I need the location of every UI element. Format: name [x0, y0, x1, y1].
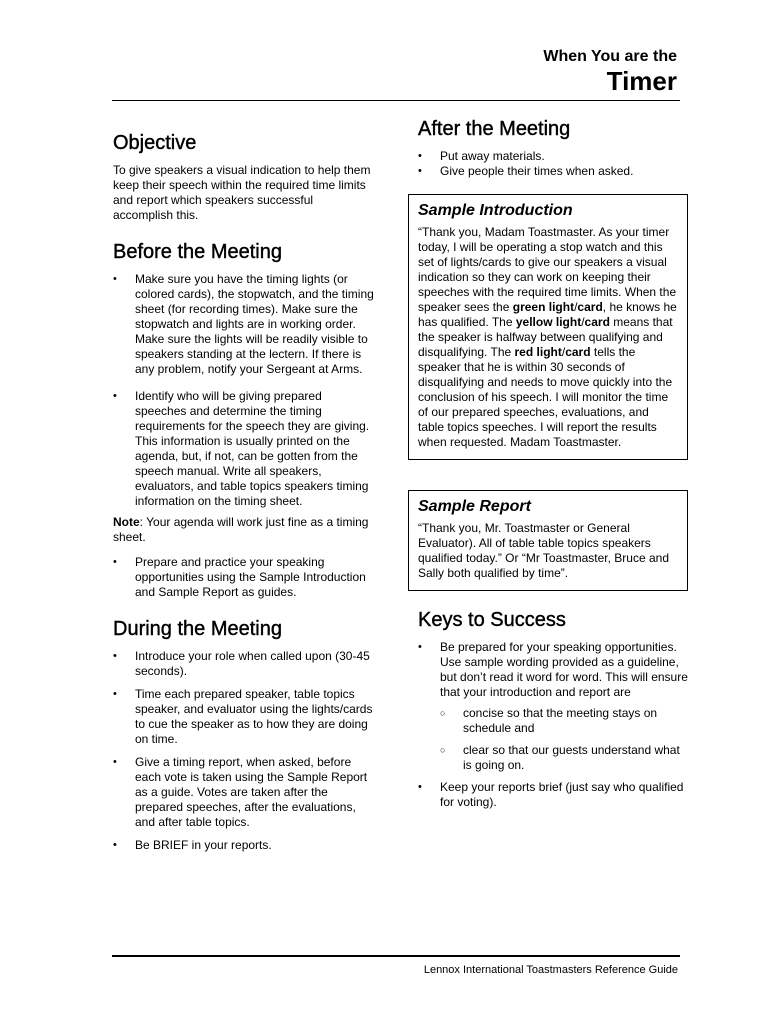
list-item: • Put away materials. — [418, 149, 688, 164]
intro-green-light: green light — [512, 300, 575, 314]
header-divider — [112, 100, 680, 101]
list-item: • Prepare and practice your speaking opportunities using the Sample Introduction and Sample Report as guides. — [113, 555, 375, 600]
note-text: : Your agenda will work just fine as a timing sheet. — [113, 515, 369, 544]
keys-item-text: Be prepared for your speaking opportunities. Use sample wording provided as a guideline, but don’t read it word for word. This will ensure that your introduction and report are — [440, 640, 688, 699]
right-column — [418, 118, 688, 810]
list-item: • Make sure you have the timing lights (or colored cards), the stopwatch, and the timing sheet (for recording times). Make sure the stopwatch and lights are in working order. Make sure the lights will be readily visible to speakers standing at the lectern. If there is any problem, notify your Sergeant at Arms. — [113, 272, 375, 377]
keys-heading: Keys to Success — [418, 609, 566, 631]
keys-sublist — [440, 706, 688, 773]
footer-divider — [112, 955, 680, 957]
list-item — [418, 640, 688, 773]
intro-card: card — [565, 345, 591, 359]
objective-text: To give speakers a visual indication to help them keep their speech within the required time limits and report which speakers successful accomplish this. — [113, 163, 371, 222]
list-item: • Time each prepared speaker, table topics speaker, and evaluator using the lights/cards to cue the speaker as to how they are doing on time. — [113, 687, 375, 747]
before-note — [113, 515, 375, 545]
intro-yellow-light: yellow light — [515, 315, 582, 329]
intro-text-part: “Thank you, Madam Toastmaster. As your timer today, I will be operating a stop watch and this set of lights/cards to give our speakers a visual indication so they can work on keeping their speeches with the required time limits. When the speaker sees the — [418, 225, 677, 314]
during-heading: During the Meeting — [113, 618, 282, 640]
page-title: Timer — [606, 66, 677, 96]
before-list — [113, 272, 375, 509]
intro-text-part: / — [561, 345, 566, 359]
intro-card: card — [577, 300, 603, 314]
intro-card: card — [584, 315, 610, 329]
sub-list-item: ○ clear so that our guests understand what is going on. — [440, 743, 688, 773]
sample-introduction-text — [418, 225, 678, 450]
objective-heading: Objective — [113, 132, 197, 154]
sample-introduction-heading: Sample Introduction — [418, 202, 573, 219]
during-list — [113, 649, 375, 853]
note-label: Note — [113, 515, 140, 529]
sample-report-box — [408, 490, 688, 591]
intro-text-part: / — [581, 315, 585, 329]
after-heading: After the Meeting — [418, 118, 571, 140]
sub-list-item: ○ concise so that the meeting stays on schedule and — [440, 706, 688, 736]
sample-report-heading: Sample Report — [418, 498, 531, 515]
footer-text: Lennox International Toastmasters Reference Guide — [423, 964, 678, 976]
list-item: • Keep your reports brief (just say who qualified for voting). — [418, 780, 688, 810]
list-item: • Identify who will be giving prepared speeches and determine the timing requirements for the speech they are giving. This information is usually printed on the agenda, but, if not, can be gotten from the speech manual. Write all speakers, evaluators, and table topics speakers timing information on the timing sheet. — [113, 389, 375, 509]
left-column — [113, 132, 375, 853]
intro-text-part: tells the speaker that he is within 30 seconds of disqualifying and needs to move quickly into the conclusion of his speech. I will monitor the time of our prepared speeches, evaluations, and table topics speeches. I will report the results when requested. Madam Toastmaster. — [418, 345, 673, 449]
list-item: • Give a timing report, when asked, before each vote is taken using the Sample Report as a guide. Votes are taken after the prepared speeches, after the evaluations, and after table topics. — [113, 755, 375, 830]
intro-text-part: , he knows he has qualified. The — [418, 300, 677, 329]
intro-text-part: means that the speaker is halfway between qualifying and disqualifying. The — [418, 315, 673, 359]
list-item: • Introduce your role when called upon (30-45 seconds). — [113, 649, 375, 679]
header-kicker: When You are the — [543, 48, 677, 65]
before-heading: Before the Meeting — [113, 241, 282, 263]
sample-introduction-box — [408, 194, 688, 460]
intro-text-part: / — [574, 300, 578, 314]
after-list — [418, 149, 688, 179]
intro-red-light: red light — [514, 345, 562, 359]
list-item: • Give people their times when asked. — [418, 164, 688, 179]
sample-report-text: “Thank you, Mr. Toastmaster or General Evaluator). All of table table topics speakers qualified today.” Or “Mr Toastmaster, Bruce and Sally both qualified by time”. — [418, 521, 669, 580]
list-item: • Be BRIEF in your reports. — [113, 838, 375, 853]
keys-list — [418, 640, 688, 810]
before-list-2 — [113, 555, 375, 600]
